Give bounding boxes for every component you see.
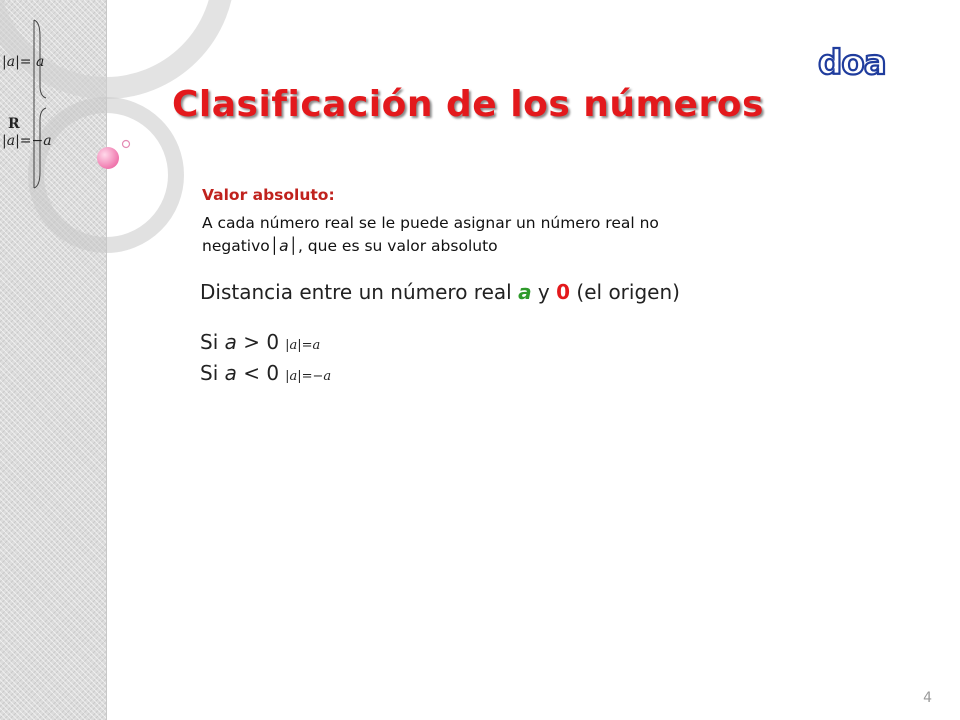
rule-positive-prefix: Si [200,330,225,354]
page-number: 4 [923,690,932,706]
sidebar-decoration [0,0,200,260]
deco-set-label: R [8,116,20,132]
deco-formula-positive: |a|= a [2,54,45,70]
rule-negative-prefix: Si [200,361,225,385]
description-line-2-end: , que es su valor absoluto [297,237,498,255]
abs-bar-left: │ [269,237,280,255]
distance-statement [200,280,680,304]
rule-negative-formula: |a|=−a [285,369,332,384]
description-line-1: A cada número real se le puede asignar un número real no [202,214,659,232]
abs-variable: a [279,237,289,255]
distance-variable: a [518,280,532,304]
pink-bullet-icon [97,147,119,169]
rule-negative-op: < 0 [236,361,280,385]
small-ring-icon [123,141,130,148]
rule-positive-var: a [224,330,237,354]
rule-positive-formula: |a|=a [285,338,321,353]
description-line-2-start: negativo [202,237,270,255]
deco-arc-middle [36,105,176,245]
slide-title: Clasificación de los números [172,84,764,125]
doa-logo [816,44,906,78]
distance-zero: 0 [556,280,571,304]
rule-negative [200,361,331,385]
abs-bar-right: │ [288,237,298,255]
section-subtitle: Valor absoluto: [202,186,335,204]
distance-prefix: Distancia entre un número real [200,280,519,304]
rule-positive [200,330,320,354]
logo-text: doa [818,44,886,78]
distance-middle: y [531,280,557,304]
rule-negative-var: a [224,361,237,385]
rule-positive-op: > 0 [236,330,280,354]
distance-suffix: (el origen) [570,280,680,304]
deco-formula-negative: |a|=−a [2,133,52,149]
description-text [202,212,782,258]
